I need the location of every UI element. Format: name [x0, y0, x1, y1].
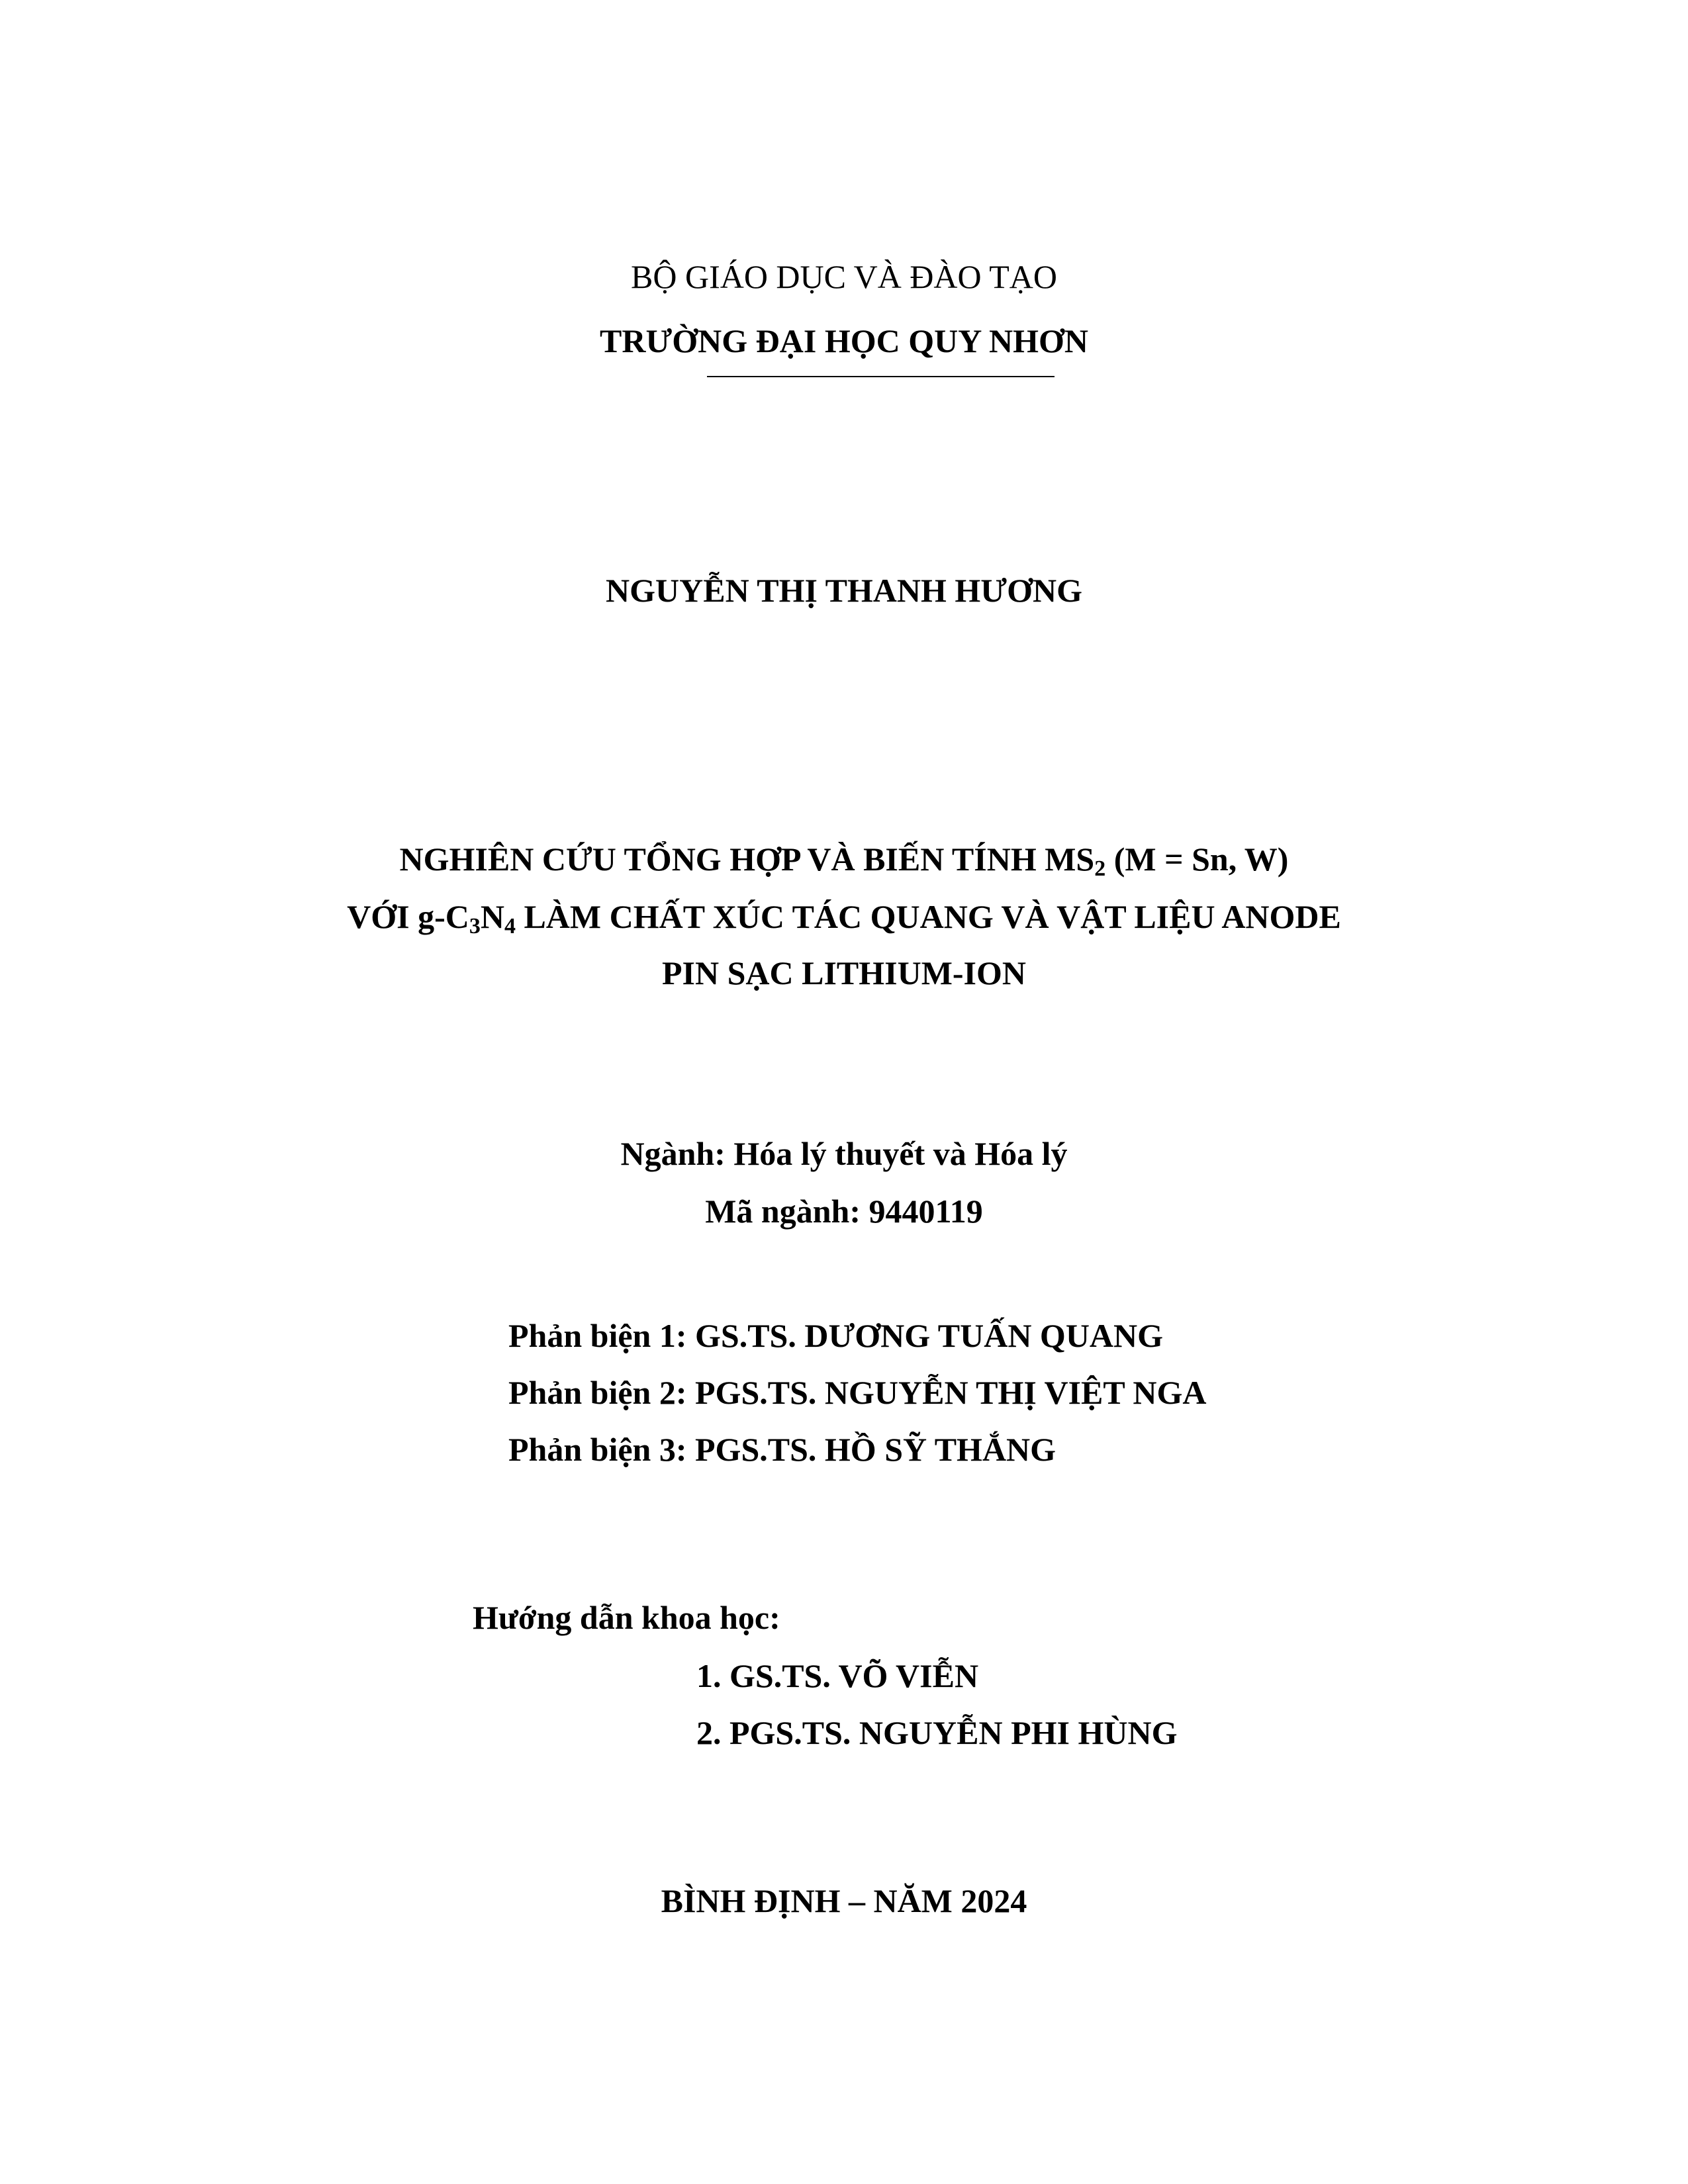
supervisor-2: 2. PGS.TS. NGUYỄN PHI HÙNG — [696, 1714, 1178, 1751]
title-subscript-4: 4 — [504, 914, 516, 938]
supervisors-label: Hướng dẫn khoa học: — [473, 1599, 780, 1636]
title-line-1-text: NGHIÊN CỨU TỔNG HỢP VÀ BIẾN TÍNH MS — [399, 841, 1095, 878]
reviewer-2: Phản biện 2: PGS.TS. NGUYỄN THỊ VIỆT NGA — [508, 1374, 1207, 1411]
major-code: Mã ngành: 9440119 — [705, 1193, 983, 1230]
title-subscript-3: 3 — [469, 914, 481, 938]
place-and-year: BÌNH ĐỊNH – NĂM 2024 — [661, 1882, 1027, 1919]
reviewer-1: Phản biện 1: GS.TS. DƯƠNG TUẤN QUANG — [508, 1317, 1164, 1354]
thesis-title-line-2 — [0, 897, 1688, 936]
title-line-2-suffix: LÀM CHẤT XÚC TÁC QUANG VÀ VẬT LIỆU ANODE — [515, 898, 1341, 935]
header-underline — [707, 376, 1055, 377]
title-subscript-2: 2 — [1094, 856, 1106, 881]
major-name: Ngành: Hóa lý thuyết và Hóa lý — [620, 1135, 1068, 1172]
reviewer-3: Phản biện 3: PGS.TS. HỒ SỸ THẮNG — [508, 1431, 1056, 1468]
thesis-title-line-1 — [0, 839, 1688, 879]
title-line-1-suffix: (M = Sn, W) — [1105, 841, 1289, 878]
title-line-2-mid: N — [480, 898, 504, 935]
supervisor-1: 1. GS.TS. VÕ VIỄN — [696, 1657, 979, 1694]
author-name: NGUYỄN THỊ THANH HƯƠNG — [606, 572, 1082, 609]
university-heading: TRƯỜNG ĐẠI HỌC QUY NHƠN — [600, 322, 1088, 359]
thesis-title-line-3: PIN SẠC LITHIUM-ION — [661, 954, 1027, 991]
ministry-heading: BỘ GIÁO DỤC VÀ ĐÀO TẠO — [631, 258, 1057, 295]
title-line-2-prefix: VỚI g-C — [347, 898, 469, 935]
